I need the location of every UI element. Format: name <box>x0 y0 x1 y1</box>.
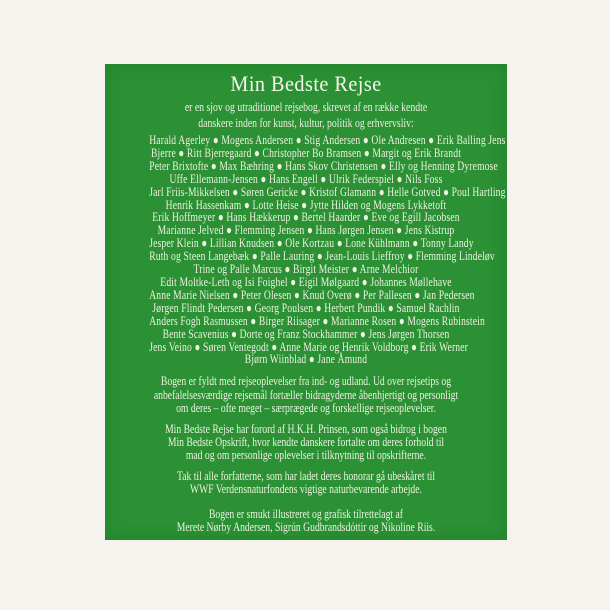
book-back-cover <box>105 64 507 540</box>
paragraph-foreword <box>105 423 507 463</box>
contributor-line: Bjørn Wiinblad ● Jane Åmund <box>244 352 368 367</box>
contributor-line: Ruth og Steen Langebæk ● Palle Lauring ● Jean-Louis Lieffroy ● Flemming Lindeløv <box>149 249 495 264</box>
contributor-line: Jørgen Flindt Pedersen ● Georg Poulsen ● Herbert Pundik ● Samuel Rachlin <box>152 300 460 315</box>
paragraph-line: om deres – ofte meget – særprægede og forskellige rejseoplevelser. <box>176 401 436 416</box>
paragraph-line: Bogen er fyldt med rejseoplevelser fra ind- og udland. Ud over rejsetips og <box>160 374 452 389</box>
paragraph-wwf-thanks <box>105 470 507 497</box>
contributor-line: Bjerre ● Ritt Bjerregaard ● Christopher Bo Bramsen ● Margit og Erik Brandt <box>150 145 462 160</box>
contributor-line: Jesper Klein ● Lillian Knudsen ● Ole Kortzau ● Lone Kühlmann ● Tonny Landy <box>149 236 474 251</box>
contributor-line: Jens Veino ● Søren Ventegodt ● Anne Marie og Henrik Voldborg ● Erik Werner <box>149 339 469 354</box>
contributor-line: Edit Moltke-Leth og Isi Foighel ● Eigil Mølgaard ● Johannes Møllehave <box>160 274 452 289</box>
contributors-list <box>105 134 507 366</box>
contributor-line: Jarl Friis-Mikkelsen ● Søren Gericke ● Kristof Glamann ● Helle Gotved ● Poul Hartling <box>149 184 506 199</box>
paragraph-line: Bogen er smukt illustreret og grafisk tilrettelagt af <box>208 506 404 521</box>
contributor-line: Anders Fogh Rasmussen ● Birger Riisager ● Marianne Rosen ● Mogens Rubinstein <box>149 313 485 328</box>
contributor-line: Trine og Palle Marcus ● Birgit Meister ● Arne Melchior <box>193 262 419 277</box>
paragraph-book-description <box>105 375 507 415</box>
paragraph-line: WWF Verdensnaturfondens vigtige naturbevarende arbejde. <box>190 482 422 497</box>
subtitle-line: danskere inden for kunst, kultur, politik og erhvervsliv: <box>198 115 414 130</box>
contributor-line: Uffe Ellemann-Jensen ● Hans Engell ● Ulrik Federspiel ● Nils Foss <box>169 171 443 186</box>
subtitle <box>105 100 507 131</box>
contributor-line: Henrik Hassenkam ● Lotte Heise ● Jytte Hilden og Mogens Lykketoft <box>165 197 447 212</box>
paragraph-line: anbefalelsesværdige rejsemål fortæller bidragyderne åbenhjertigt og personligt <box>153 387 459 402</box>
paragraph-line: mad og om personlige oplevelser i tilknytning til opskrifterne. <box>185 448 427 463</box>
paragraph-line: Min Bedste Rejse har forord af H.K.H. Prinsen, som også bidrog i bogen <box>165 421 447 436</box>
paragraph-line: Tak til alle forfatterne, som har ladet deres honorar gå ubeskåret til <box>176 468 436 483</box>
contributor-line: Erik Hoffmeyer ● Hans Hækkerup ● Bertel Haarder ● Eve og Egill Jacobsen <box>152 210 460 225</box>
subtitle-line: er en sjov og utraditionel rejsebog, skrevet af en række kendte <box>184 100 428 114</box>
contributor-line: Marianne Jelved ● Flemming Jensen ● Hans Jørgen Jensen ● Jens Kistrup <box>157 223 455 238</box>
paragraph-credits <box>105 508 507 535</box>
contributor-line: Anne Marie Nielsen ● Peter Olesen ● Knud Overø ● Per Pallesen ● Jan Pedersen <box>149 287 475 302</box>
contributor-line: Bente Scavenius ● Dorte og Franz Stockhammer ● Jens Jørgen Thorsen <box>162 326 450 341</box>
paragraph-line: Min Bedste Opskrift, hvor kendte danskere fortalte om deres forhold til <box>167 434 445 449</box>
contributor-line: Peter Brixtofte ● Max Bæhring ● Hans Skov Christensen ● Elly og Henning Dyremose <box>149 158 498 173</box>
contributor-line: Harald Agerley ● Mogens Andersen ● Stig Andersen ● Ole Andresen ● Erik Balling Jens <box>149 133 506 147</box>
book-title: Min Bedste Rejse <box>230 71 382 96</box>
paragraph-line: Merete Nørby Andersen, Sigrún Gudbrandsdóttir og Nikoline Riis. <box>176 519 436 534</box>
